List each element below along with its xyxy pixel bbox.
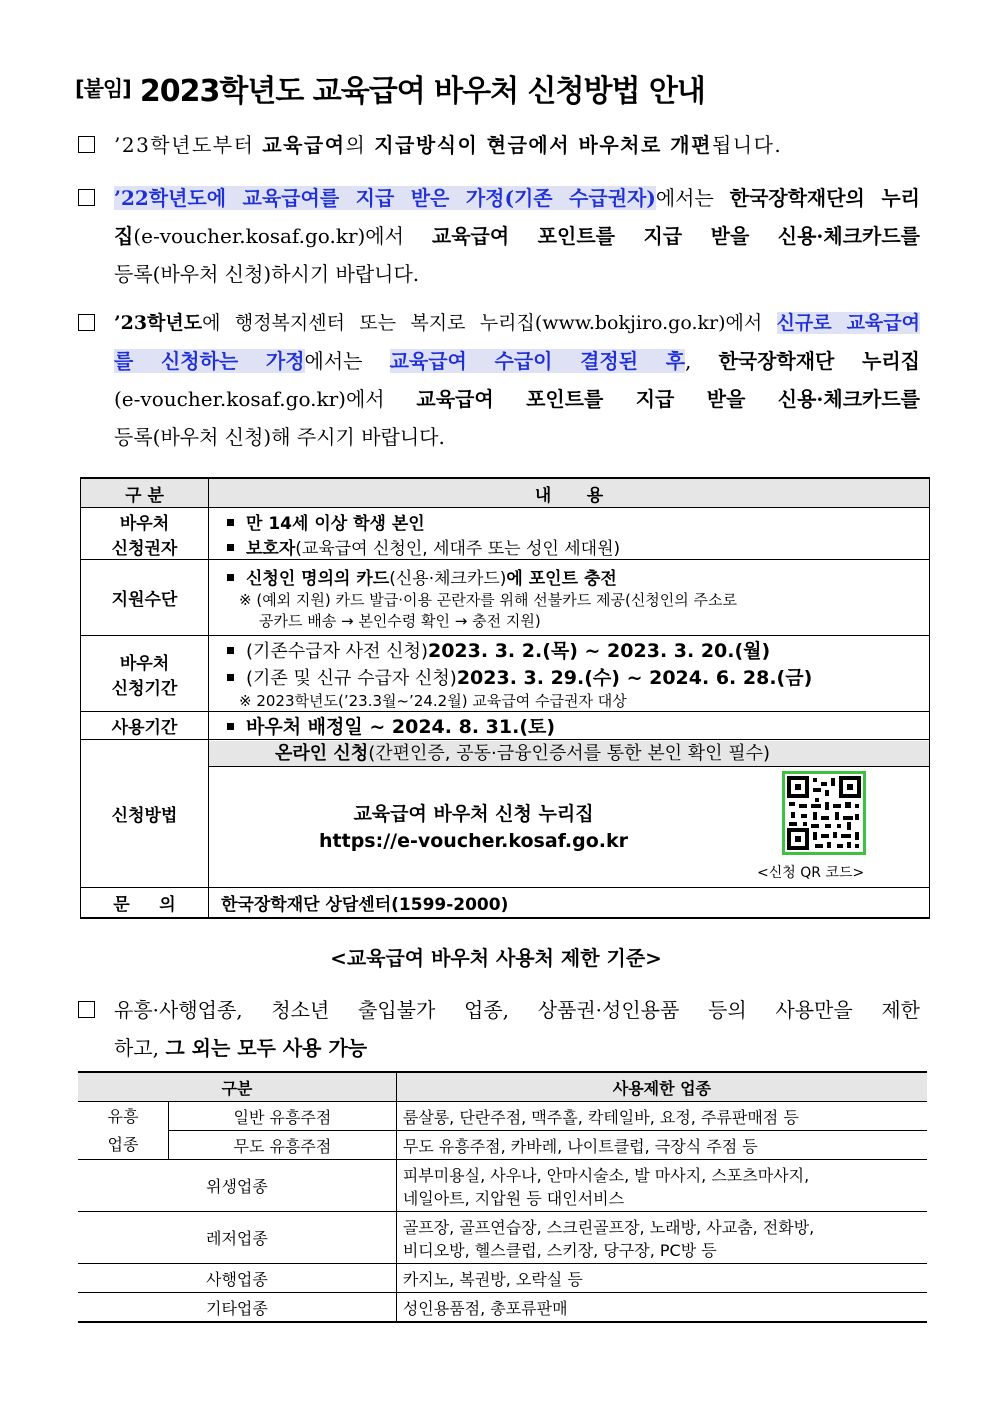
row-label: 문 의 — [81, 888, 209, 918]
category-value — [396, 1212, 927, 1264]
online-apply-banner — [209, 741, 929, 767]
text-span: 신청인 명의의 카드 — [246, 569, 390, 589]
checkbox-icon — [78, 1001, 95, 1018]
text-span: 의 — [345, 133, 375, 157]
checkbox-icon — [78, 314, 95, 331]
label-line: 유흥 — [107, 1106, 139, 1126]
checkbox-icon — [78, 189, 95, 206]
category-name: 위생업종 — [78, 1160, 396, 1212]
text-span: 교육급여 포인트를 지급 받을 신용·체크카드를 — [416, 387, 920, 411]
text-span: 그 외는 모두 사용 가능 — [165, 1036, 368, 1060]
text-span: 바우처 배정일 ~ 2024. 8. 31.(토) — [246, 716, 556, 738]
text-span: 에 포인트 충전 — [506, 569, 617, 589]
text-span: (e-voucher.kosaf.go.kr)에서 — [133, 224, 432, 248]
paragraph-3 — [78, 304, 920, 449]
text-span: ’23학년도부터 — [114, 133, 263, 157]
text-span: 교육급여 포인트를 지급 받을 신용·체크카드를 — [431, 224, 920, 248]
row-content — [209, 740, 930, 888]
attachment-tag: [붙임] — [75, 77, 131, 101]
checkbox-icon — [78, 136, 95, 153]
category-value: 카지노, 복권방, 오락실 등 — [396, 1264, 927, 1293]
table-row-use — [81, 712, 930, 740]
row-label: 지원수단 — [81, 560, 209, 636]
bullet-item — [215, 663, 923, 690]
highlighted-text: 를 신청하는 가정 — [114, 349, 305, 373]
value-line: 골프장, 골프연습장, 스크린골프장, 노래방, 사교춤, 전화방, — [402, 1217, 815, 1237]
text-span: 에서는 — [655, 186, 730, 210]
row-label — [81, 508, 209, 560]
voucher-info-table — [80, 477, 930, 919]
text-span: 한국장학재단의 누리 — [729, 186, 920, 210]
row-content — [209, 560, 930, 636]
table-row-method — [81, 740, 930, 888]
text-span: (신용·체크카드) — [389, 569, 507, 589]
text-span: , — [685, 349, 719, 373]
table-row-contact — [81, 888, 930, 918]
table-header-row — [81, 478, 930, 508]
qr-code-icon[interactable] — [782, 771, 866, 855]
value-line: 네일아트, 지압원 등 대인서비스 — [402, 1188, 625, 1208]
table-row — [78, 1212, 927, 1264]
text-span: 만 14세 이상 학생 본인 — [246, 513, 425, 534]
category-name: 일반 유흥주점 — [169, 1102, 397, 1131]
row-label: 사용기간 — [81, 712, 209, 740]
text-span: (기존 및 신규 수급자 신청) — [246, 668, 457, 689]
qr-code-graphic — [785, 774, 863, 852]
text-span: 교육급여 — [262, 133, 346, 157]
table-row — [78, 1102, 927, 1131]
paragraph-4-text — [114, 991, 920, 1067]
text-span: 에 행정복지센터 또는 복지로 누리집(www.bokjiro.go.kr)에서 — [202, 312, 777, 334]
note-line: 공카드 배송 → 본인수령 확인 → 충전 지원) — [259, 612, 541, 630]
label-line: 신청기간 — [111, 678, 178, 699]
value-line: 비디오방, 헬스클럽, 스키장, 당구장, PC방 등 — [402, 1240, 717, 1260]
category-name: 무도 유흥주점 — [169, 1131, 397, 1160]
restriction-table — [78, 1071, 927, 1323]
table-row — [78, 1264, 927, 1293]
text-span: 2023. 3. 29.(수) ~ 2024. 6. 28.(금) — [456, 667, 813, 689]
square-bullet-icon — [227, 574, 234, 581]
text-span: 집 — [114, 224, 134, 248]
text-span: (e-voucher.kosaf.go.kr)에서 — [114, 387, 417, 411]
site-name: 교육급여 바우처 신청 누리집 — [353, 802, 594, 825]
table-row-eligible — [81, 508, 930, 560]
table-row — [78, 1160, 927, 1212]
text-span: (교육급여 신청인, 세대주 또는 성인 세대원) — [295, 538, 621, 559]
bullet-item — [215, 509, 923, 534]
note-line: ※ 2023학년도(’23.3월~’24.2월) 교육급여 수급권자 대상 — [239, 692, 627, 710]
table-header-row — [78, 1072, 927, 1102]
category-value: 무도 유흥주점, 카바레, 나이트클럽, 극장식 주점 등 — [396, 1131, 927, 1160]
text-span: 2023. 3. 2.(목) ~ 2023. 3. 20.(월) — [427, 640, 771, 662]
row-content — [209, 508, 930, 560]
header-category: 구 분 — [81, 478, 209, 508]
row-label: 신청방법 — [81, 740, 209, 888]
bullet-item — [215, 636, 923, 663]
header-content: 내 용 — [209, 478, 930, 508]
site-url[interactable]: https://e-voucher.kosaf.go.kr — [319, 829, 629, 852]
bullet-item — [215, 712, 923, 739]
text-span: (기존수급자 사전 신청) — [246, 641, 428, 662]
text-span: 보호자 — [246, 538, 296, 559]
category-value: 성인용품점, 총포류판매 — [396, 1293, 927, 1323]
label-line: 신청권자 — [111, 538, 178, 559]
paragraph-3-text — [114, 304, 920, 456]
category-name: 기타업종 — [78, 1293, 396, 1323]
header-restricted: 사용제한 업종 — [396, 1072, 927, 1102]
bullet-item — [215, 564, 923, 589]
paragraph-2 — [78, 179, 920, 286]
note-line: ※ (예외 지원) 카드 발급·이용 곤란자를 위해 선불카드 제공(신청인의 주소로 — [239, 591, 738, 609]
category-value: 룸살롱, 단란주점, 맥주홀, 칵테일바, 요정, 주류판매점 등 — [396, 1102, 927, 1131]
table-row-period — [81, 636, 930, 712]
highlighted-text: ’22학년도에 교육급여를 지급 받은 가정(기존 수급권자) — [114, 186, 656, 210]
paragraph-2-text — [114, 179, 920, 293]
paragraph-4 — [78, 991, 920, 1060]
paragraph-1-text — [114, 126, 920, 164]
bullet-item — [215, 534, 923, 559]
highlighted-text: 교육급여 수급이 결정된 후 — [389, 349, 686, 373]
text-span: 에서는 — [304, 349, 390, 373]
label-line: 업종 — [107, 1134, 139, 1154]
row-content — [209, 712, 930, 740]
site-block — [209, 767, 929, 887]
text-span: 온라인 신청 — [275, 742, 369, 764]
label-line: 바우처 — [119, 513, 170, 534]
square-bullet-icon — [227, 647, 234, 654]
text-span: 한국장학재단 누리집 — [718, 349, 920, 373]
header-category: 구분 — [78, 1072, 396, 1102]
table-row — [78, 1293, 927, 1323]
square-bullet-icon — [227, 674, 234, 681]
category-name: 사행업종 — [78, 1264, 396, 1293]
square-bullet-icon — [227, 723, 234, 730]
text-span: 지급방식이 현금에서 바우처로 개편 — [374, 133, 712, 157]
text-line: 등록(바우처 신청)해 주시기 바랍니다. — [114, 425, 445, 449]
text-line: 유흥·사행업종, 청소년 출입불가 업종, 상품권·성인용품 등의 사용만을 제한 — [114, 998, 920, 1022]
square-bullet-icon — [227, 544, 234, 551]
text-span: 됩니다. — [711, 133, 783, 157]
row-content — [209, 888, 930, 918]
text-span: 하고, — [114, 1036, 166, 1060]
qr-caption: <신청 QR 코드> — [757, 864, 865, 881]
square-bullet-icon — [227, 519, 234, 526]
paragraph-1 — [78, 126, 783, 164]
row-label — [81, 636, 209, 712]
table-row — [78, 1131, 927, 1160]
value-line: 피부미용실, 사우나, 안마시술소, 발 마사지, 스포츠마사지, — [402, 1165, 810, 1185]
label-line: 바우처 — [119, 653, 170, 674]
title-text: 2023학년도 교육급여 바우처 신청방법 안내 — [139, 74, 705, 109]
table-row-means — [81, 560, 930, 636]
group-label — [78, 1102, 169, 1160]
restriction-subtitle: <교육급여 바우처 사용처 제한 기준> — [330, 946, 662, 970]
document-title — [75, 66, 705, 110]
row-content — [209, 636, 930, 712]
contact-value: 한국장학재단 상담센터(1599-2000) — [221, 894, 509, 915]
site-info — [319, 799, 628, 852]
category-name: 레저업종 — [78, 1212, 396, 1264]
text-line: 등록(바우처 신청)하시기 바랍니다. — [114, 262, 420, 286]
text-span: ’23학년도 — [114, 312, 203, 334]
text-span: (간편인증, 공동·금융인증서를 통한 본인 확인 필수) — [368, 742, 771, 764]
highlighted-text: 신규로 교육급여 — [776, 312, 920, 334]
category-value — [396, 1160, 927, 1212]
